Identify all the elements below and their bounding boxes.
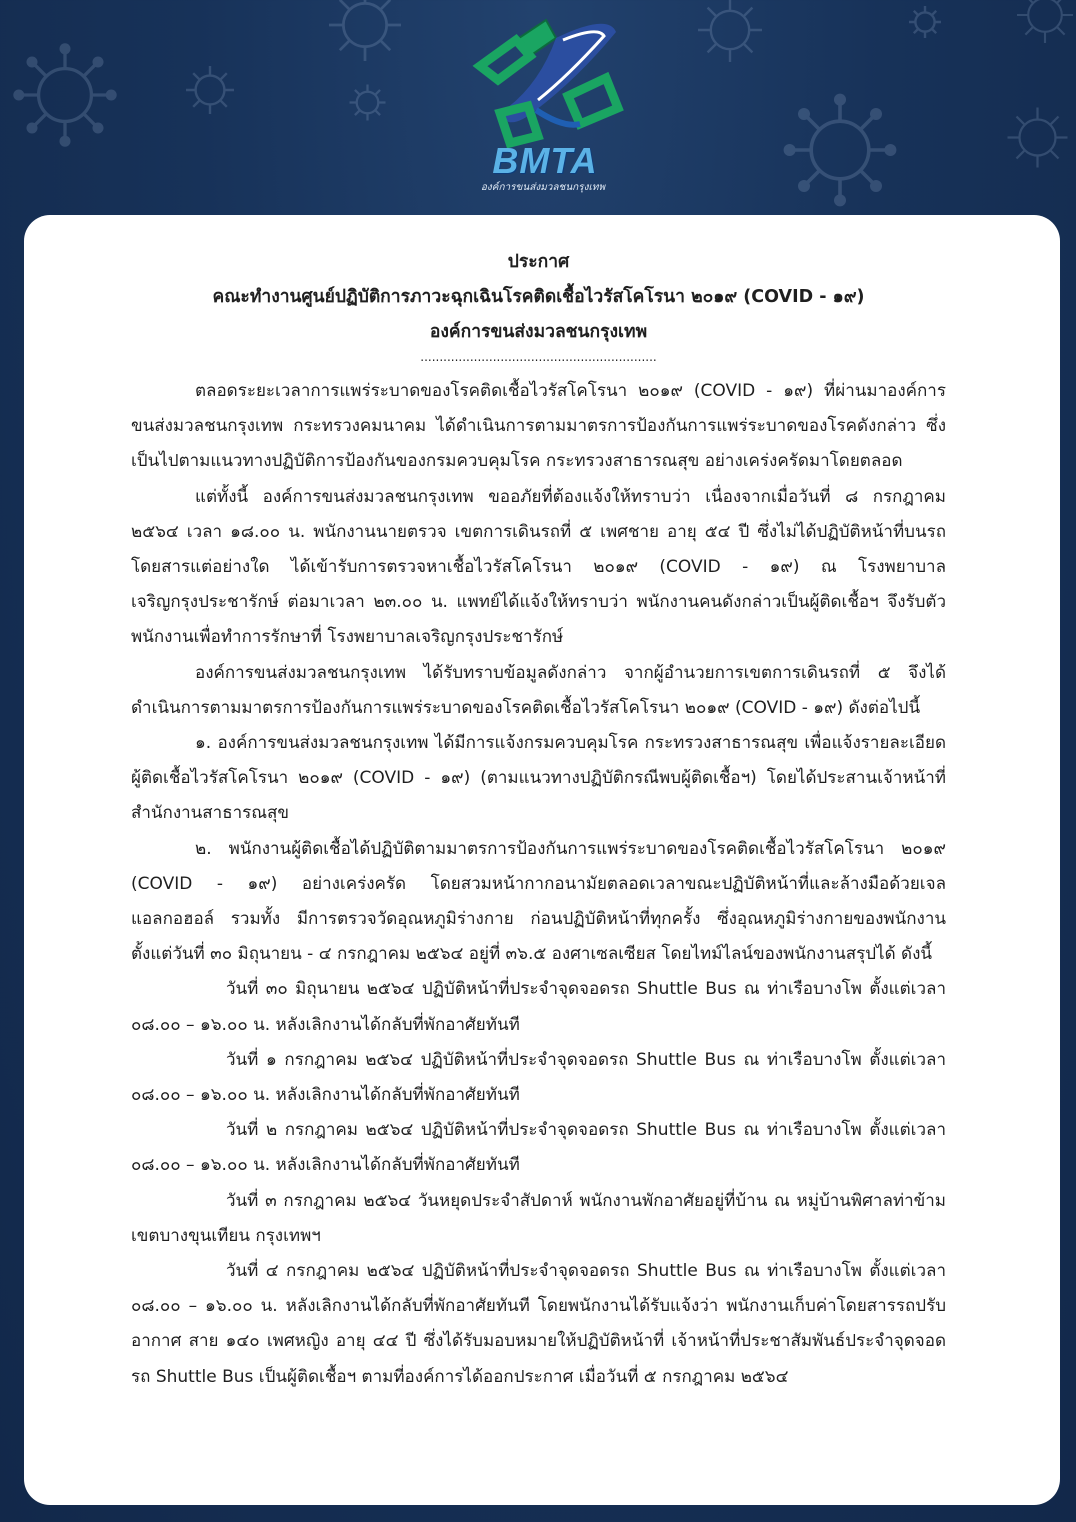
document-title: ประกาศ [507,252,570,272]
paragraph: ๒. พนักงานผู้ติดเชื้อได้ปฏิบัติตามมาตรการป้องกันการแพร่ระบาดของโรคติดเชื้อไวรัสโคโรนา ๒๐๑๙ (COVID - ๑๙) อย่างเคร่งครัด โดยสวมหน้ากากอนามัยตลอดเวลาขณะปฏิบัติหน้าที่และล้างมือด้วยเจลแอลกอฮอล์ รวมทั้ง มีการตรวจวัดอุณหภูมิร่างกาย ก่อนปฏิบัติหน้าที่ทุกครั้ง ซึ่งอุณหภูมิร่างกายของพนักงาน ตั้งแต่วันที่ ๓๐ มิถุนายน - ๔ กรกฎาคม ๒๕๖๔ อยู่ที่ ๓๖.๕ องศาเซลเซียส โดยไทม์ไลน์ของพนักงานสรุปได้ ดังนี้ [131,838,946,965]
announcement-document [131,245,946,1395]
logo-subtitle: องค์การขนส่งมวลชนกรุงเทพ [480,182,606,193]
document-subtitle: คณะทำงานศูนย์ปฏิบัติการภาวะฉุกเฉินโรคติดเชื้อไวรัสโคโรนา ๒๐๑๙ (COVID - ๑๙) [212,287,865,307]
timeline-entry: วันที่ ๔ กรกฎาคม ๒๕๖๔ ปฏิบัติหน้าที่ประจำจุดจอดรถ Shuttle Bus ณ ท่าเรือบางโพ ตั้งแต่เวลา ๐๘.๐๐ – ๑๖.๐๐ น. หลังเลิกงานได้กลับที่พักอาศัยทันที โดยพนักงานได้รับแจ้งว่า พนักงานเก็บค่าโดยสารรถปรับอากาศ สาย ๑๔๐ เพศหญิง อายุ ๔๔ ปี ซึ่งได้รับมอบหมายให้ปฏิบัติหน้าที่ เจ้าหน้าที่ประชาสัมพันธ์ประจำจุดจอดรถ Shuttle Bus เป็นผู้ติดเชื้อฯ ตามที่องค์การได้ออกประกาศ เมื่อวันที่ ๕ กรกฎาคม ๒๕๖๔ [131,1261,946,1387]
timeline-entry: วันที่ ๒ กรกฎาคม ๒๕๖๔ ปฏิบัติหน้าที่ประจำจุดจอดรถ Shuttle Bus ณ ท่าเรือบางโพ ตั้งแต่เวลา ๐๘.๐๐ – ๑๖.๐๐ น. หลังเลิกงานได้กลับที่พักอาศัยทันที [131,1120,946,1176]
timeline-entry: วันที่ ๓๐ มิถุนายน ๒๕๖๔ ปฏิบัติหน้าที่ประจำจุดจอดรถ Shuttle Bus ณ ท่าเรือบางโพ ตั้งแต่เวลา ๐๘.๐๐ – ๑๖.๐๐ น. หลังเลิกงานได้กลับที่พักอาศัยทันที [131,979,946,1035]
timeline-entry: วันที่ ๑ กรกฎาคม ๒๕๖๔ ปฏิบัติหน้าที่ประจำจุดจอดรถ Shuttle Bus ณ ท่าเรือบางโพ ตั้งแต่เวลา ๐๘.๐๐ – ๑๖.๐๐ น. หลังเลิกงานได้กลับที่พักอาศัยทันที [131,1049,946,1106]
paragraph: ๑. องค์การขนส่งมวลชนกรุงเทพ ได้มีการแจ้งกรมควบคุมโรค กระทรวงสาธารณสุข เพื่อแจ้งรายละเอียดผู้ติดเชื้อไวรัสโคโรนา ๒๐๑๙ (COVID - ๑๙) (ตามแนวทางปฏิบัติกรณีพบผู้ติดเชื้อฯ) โดยได้ประสานเจ้าหน้าที่สำนักงานสาธารณสุข [131,733,946,824]
document-organization: องค์การขนส่งมวลชนกรุงเทพ [429,322,648,342]
header [0,0,1076,215]
logo-text: BMTA [492,140,598,181]
timeline-entry: วันที่ ๓ กรกฎาคม ๒๕๖๔ วันหยุดประจำสัปดาห์ พนักงานพักอาศัยอยู่ที่บ้าน ณ หมู่บ้านพิศาลท่าข้าม เขตบางขุนเทียน กรุงเทพฯ [131,1190,946,1246]
paragraph: แต่ทั้งนี้ องค์การขนส่งมวลชนกรุงเทพ ขออภัยที่ต้องแจ้งให้ทราบว่า เนื่องจากเมื่อวันที่ ๘ กรกฎาคม ๒๕๖๔ เวลา ๑๘.๐๐ น. พนักงานนายตรวจ เขตการเดินรถที่ ๕ เพศชาย อายุ ๕๔ ปี ซึ่งไม่ได้ปฏิบัติหน้าที่บนรถโดยสารแต่อย่างใด ได้เข้ารับการตรวจหาเชื้อไวรัสโคโรนา ๒๐๑๙ (COVID - ๑๙) ณ โรงพยาบาลเจริญกรุงประชารักษ์ ต่อมาเวลา ๒๓.๐๐ น. แพทย์ได้แจ้งให้ทราบว่า พนักงานคนดังกล่าวเป็นผู้ติดเชื้อฯ จึงรับตัวพนักงานเพื่อทำการรักษาที่ โรงพยาบาลเจริญกรุงประชารักษ์ [131,486,946,648]
separator: .............................................................. [420,350,657,364]
paragraph: องค์การขนส่งมวลชนกรุงเทพ ได้รับทราบข้อมูลดังกล่าว จากผู้อำนวยการเขตการเดินรถที่ ๕ จึงได้ดำเนินการตามมาตรการป้องกันการแพร่ระบาดของโรคติดเชื้อไวรัสโคโรนา ๒๐๑๙ (COVID - ๑๙) ดังต่อไปนี้ [131,662,946,718]
paragraph: ตลอดระยะเวลาการแพร่ระบาดของโรคติดเชื้อไวรัสโคโรนา ๒๐๑๙ (COVID - ๑๙) ที่ผ่านมาองค์การขนส่งมวลชนกรุงเทพ กระทรวงคมนาคม ได้ดำเนินการตามมาตรการป้องกันการแพร่ระบาดของโรคดังกล่าว ซึ่งเป็นไปตามแนวทางปฏิบัติการป้องกันของกรมควบคุมโรค กระทรวงสาธารณสุข อย่างเคร่งครัดมาโดยตลอด [131,381,946,472]
